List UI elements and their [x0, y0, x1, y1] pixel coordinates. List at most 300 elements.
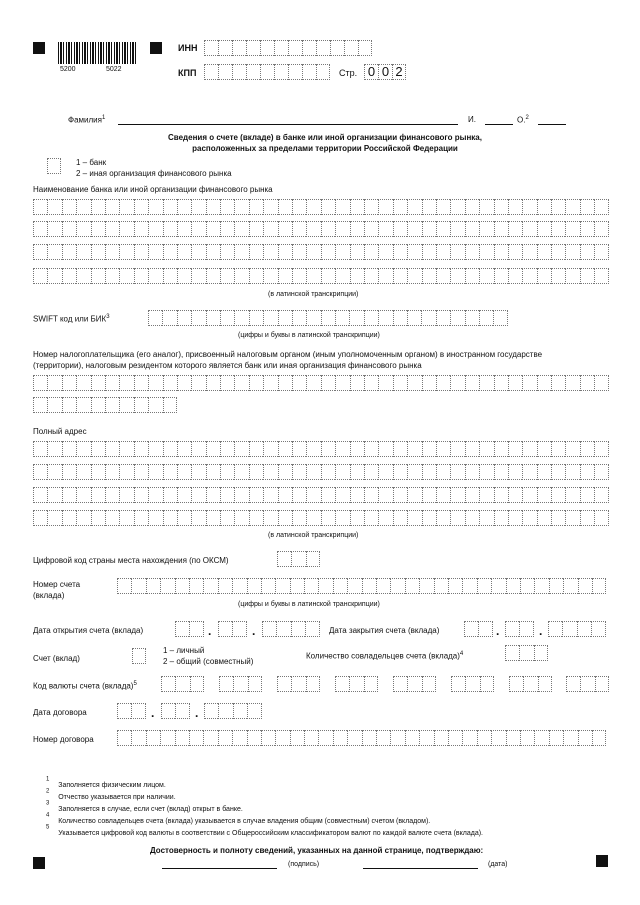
input-cell[interactable]: [522, 199, 536, 215]
input-cell[interactable]: [548, 621, 562, 637]
input-cell[interactable]: [378, 221, 392, 237]
input-cell[interactable]: [276, 621, 290, 637]
input-cell[interactable]: [580, 487, 594, 503]
surname-field[interactable]: [118, 124, 458, 125]
input-cell[interactable]: [148, 310, 162, 326]
input-cell[interactable]: [62, 464, 76, 480]
input-cell[interactable]: [335, 199, 349, 215]
input-cell[interactable]: [465, 441, 479, 457]
input-cell[interactable]: [405, 578, 419, 594]
input-cell[interactable]: [105, 375, 119, 391]
input-cell[interactable]: [520, 578, 534, 594]
input-cell[interactable]: [148, 510, 162, 526]
input-cell[interactable]: [465, 199, 479, 215]
input-cell[interactable]: [234, 510, 248, 526]
input-cell[interactable]: [321, 244, 335, 260]
input-cell[interactable]: [393, 441, 407, 457]
currency-code-field-1[interactable]: [161, 676, 204, 692]
input-cell[interactable]: [349, 310, 363, 326]
input-cell[interactable]: [33, 221, 47, 237]
input-cell[interactable]: [234, 487, 248, 503]
input-cell[interactable]: [306, 221, 320, 237]
input-cell[interactable]: [448, 578, 462, 594]
input-cell[interactable]: [203, 730, 217, 746]
input-cell[interactable]: [350, 221, 364, 237]
account-type-field[interactable]: [132, 648, 146, 664]
input-cell[interactable]: [494, 464, 508, 480]
input-cell[interactable]: [148, 244, 162, 260]
input-cell[interactable]: [407, 510, 421, 526]
input-cell[interactable]: [131, 703, 145, 719]
input-cell[interactable]: [160, 730, 174, 746]
input-cell[interactable]: [378, 199, 392, 215]
input-cell[interactable]: [204, 703, 218, 719]
input-cell[interactable]: [62, 397, 76, 413]
input-cell[interactable]: [393, 464, 407, 480]
input-cell[interactable]: [234, 375, 248, 391]
input-cell[interactable]: [520, 730, 534, 746]
input-cell[interactable]: [47, 199, 61, 215]
input-cell[interactable]: [450, 244, 464, 260]
input-cell[interactable]: [421, 310, 435, 326]
input-cell[interactable]: [306, 375, 320, 391]
input-cell[interactable]: [47, 441, 61, 457]
input-cell[interactable]: [450, 221, 464, 237]
input-cell[interactable]: [479, 221, 493, 237]
input-cell[interactable]: [105, 487, 119, 503]
input-cell[interactable]: [134, 244, 148, 260]
input-cell[interactable]: [234, 464, 248, 480]
input-cell[interactable]: [263, 464, 277, 480]
input-cell[interactable]: [33, 199, 47, 215]
input-cell[interactable]: [436, 244, 450, 260]
input-cell[interactable]: [534, 578, 548, 594]
bank-name-field-row2[interactable]: [33, 221, 609, 237]
input-cell[interactable]: [262, 621, 276, 637]
input-cell[interactable]: [393, 510, 407, 526]
input-cell[interactable]: [206, 268, 220, 284]
input-cell[interactable]: [479, 375, 493, 391]
input-cell[interactable]: [335, 464, 349, 480]
input-cell[interactable]: [335, 676, 349, 692]
input-cell[interactable]: [62, 244, 76, 260]
input-cell[interactable]: [131, 730, 145, 746]
initial-i-field[interactable]: [485, 124, 513, 125]
input-cell[interactable]: [261, 730, 275, 746]
input-cell[interactable]: [218, 621, 232, 637]
input-cell[interactable]: [534, 730, 548, 746]
input-cell[interactable]: [465, 510, 479, 526]
input-cell[interactable]: [306, 676, 320, 692]
input-cell[interactable]: [247, 703, 261, 719]
input-cell[interactable]: [33, 487, 47, 503]
date-field[interactable]: [363, 868, 478, 869]
input-cell[interactable]: [33, 397, 47, 413]
currency-code-field-4[interactable]: [335, 676, 378, 692]
input-cell[interactable]: [306, 441, 320, 457]
input-cell[interactable]: [119, 510, 133, 526]
input-cell[interactable]: [378, 464, 392, 480]
input-cell[interactable]: [358, 40, 372, 56]
input-cell[interactable]: [76, 221, 90, 237]
input-cell[interactable]: [350, 441, 364, 457]
input-cell[interactable]: [321, 221, 335, 237]
org-type-field[interactable]: [47, 158, 61, 174]
input-cell[interactable]: [347, 730, 361, 746]
input-cell[interactable]: [204, 64, 218, 80]
input-cell[interactable]: [362, 578, 376, 594]
input-cell[interactable]: [522, 375, 536, 391]
address-field-row3[interactable]: [33, 487, 609, 503]
input-cell[interactable]: [175, 703, 189, 719]
input-cell[interactable]: [177, 244, 191, 260]
input-cell[interactable]: [551, 464, 565, 480]
initial-o-field[interactable]: [538, 124, 566, 125]
input-cell[interactable]: [591, 621, 605, 637]
input-cell[interactable]: [163, 441, 177, 457]
input-cell[interactable]: [578, 730, 592, 746]
input-cell[interactable]: [318, 578, 332, 594]
input-cell[interactable]: [393, 310, 407, 326]
co-owners-field[interactable]: [505, 645, 548, 661]
input-cell[interactable]: [117, 578, 131, 594]
input-cell[interactable]: [91, 464, 105, 480]
input-cell[interactable]: [175, 621, 189, 637]
input-cell[interactable]: [234, 221, 248, 237]
input-cell[interactable]: [378, 441, 392, 457]
input-cell[interactable]: [537, 268, 551, 284]
input-cell[interactable]: [134, 375, 148, 391]
input-cell[interactable]: [163, 487, 177, 503]
input-cell[interactable]: [436, 510, 450, 526]
input-cell[interactable]: [422, 375, 436, 391]
input-cell[interactable]: [508, 268, 522, 284]
input-cell[interactable]: [233, 676, 247, 692]
input-cell[interactable]: [191, 487, 205, 503]
input-cell[interactable]: [220, 375, 234, 391]
input-cell[interactable]: [508, 510, 522, 526]
input-cell[interactable]: [33, 268, 47, 284]
input-cell[interactable]: [119, 397, 133, 413]
input-cell[interactable]: [390, 730, 404, 746]
input-cell[interactable]: [292, 244, 306, 260]
input-cell[interactable]: [422, 510, 436, 526]
input-cell[interactable]: [479, 199, 493, 215]
contract-date-year[interactable]: [204, 703, 262, 719]
input-cell[interactable]: [537, 464, 551, 480]
input-cell[interactable]: [436, 487, 450, 503]
input-cell[interactable]: [191, 441, 205, 457]
input-cell[interactable]: [563, 578, 577, 594]
input-cell[interactable]: [191, 464, 205, 480]
input-cell[interactable]: [580, 676, 594, 692]
input-cell[interactable]: [232, 40, 246, 56]
input-cell[interactable]: [565, 375, 579, 391]
input-cell[interactable]: [378, 244, 392, 260]
input-cell[interactable]: [478, 621, 492, 637]
input-cell[interactable]: [508, 199, 522, 215]
input-cell[interactable]: [220, 244, 234, 260]
input-cell[interactable]: [378, 310, 392, 326]
input-cell[interactable]: [316, 64, 330, 80]
input-cell[interactable]: [302, 64, 316, 80]
input-cell[interactable]: [494, 199, 508, 215]
input-cell[interactable]: [321, 310, 335, 326]
input-cell[interactable]: [91, 487, 105, 503]
input-cell[interactable]: [436, 464, 450, 480]
input-cell[interactable]: [291, 551, 305, 567]
input-cell[interactable]: [218, 40, 232, 56]
taxpayer-number-field-row2[interactable]: [33, 397, 177, 413]
input-cell[interactable]: [220, 464, 234, 480]
address-field-row2[interactable]: [33, 464, 609, 480]
input-cell[interactable]: [249, 268, 263, 284]
input-cell[interactable]: [330, 40, 344, 56]
input-cell[interactable]: [263, 199, 277, 215]
input-cell[interactable]: [479, 487, 493, 503]
input-cell[interactable]: [565, 464, 579, 480]
input-cell[interactable]: [62, 510, 76, 526]
input-cell[interactable]: [292, 268, 306, 284]
input-cell[interactable]: [321, 375, 335, 391]
input-cell[interactable]: [163, 221, 177, 237]
input-cell[interactable]: [407, 441, 421, 457]
address-field-row4[interactable]: [33, 510, 609, 526]
input-cell[interactable]: [407, 199, 421, 215]
input-cell[interactable]: [592, 578, 606, 594]
input-cell[interactable]: [91, 375, 105, 391]
input-cell[interactable]: [62, 487, 76, 503]
input-cell[interactable]: [450, 510, 464, 526]
input-cell[interactable]: [393, 268, 407, 284]
input-cell[interactable]: [393, 244, 407, 260]
input-cell[interactable]: [506, 730, 520, 746]
input-cell[interactable]: [508, 221, 522, 237]
input-cell[interactable]: [479, 464, 493, 480]
input-cell[interactable]: [62, 375, 76, 391]
input-cell[interactable]: [191, 375, 205, 391]
country-code-field[interactable]: [277, 551, 320, 567]
input-cell[interactable]: [534, 645, 548, 661]
taxpayer-number-field-row1[interactable]: [33, 375, 609, 391]
input-cell[interactable]: [91, 441, 105, 457]
input-cell[interactable]: [218, 730, 232, 746]
input-cell[interactable]: [218, 578, 232, 594]
input-cell[interactable]: [479, 310, 493, 326]
input-cell[interactable]: [333, 578, 347, 594]
input-cell[interactable]: [274, 40, 288, 56]
input-cell[interactable]: [565, 221, 579, 237]
input-cell[interactable]: [278, 487, 292, 503]
input-cell[interactable]: [578, 578, 592, 594]
input-cell[interactable]: [249, 221, 263, 237]
input-cell[interactable]: [177, 464, 191, 480]
input-cell[interactable]: [148, 441, 162, 457]
input-cell[interactable]: [477, 578, 491, 594]
input-cell[interactable]: [335, 310, 349, 326]
input-cell[interactable]: [302, 40, 316, 56]
input-cell[interactable]: [594, 441, 608, 457]
input-cell[interactable]: [134, 268, 148, 284]
input-cell[interactable]: [422, 441, 436, 457]
input-cell[interactable]: [263, 441, 277, 457]
input-cell[interactable]: [246, 64, 260, 80]
input-cell[interactable]: [419, 578, 433, 594]
input-cell[interactable]: [364, 510, 378, 526]
input-cell[interactable]: [537, 375, 551, 391]
input-cell[interactable]: [577, 621, 591, 637]
input-cell[interactable]: [551, 510, 565, 526]
input-cell[interactable]: [364, 464, 378, 480]
input-cell[interactable]: [378, 487, 392, 503]
input-cell[interactable]: [594, 244, 608, 260]
currency-code-field-2[interactable]: [219, 676, 262, 692]
input-cell[interactable]: [450, 199, 464, 215]
input-cell[interactable]: [390, 578, 404, 594]
input-cell[interactable]: [232, 621, 246, 637]
input-cell[interactable]: [189, 578, 203, 594]
input-cell[interactable]: [566, 676, 580, 692]
input-cell[interactable]: [246, 40, 260, 56]
input-cell[interactable]: [204, 40, 218, 56]
input-cell[interactable]: [163, 397, 177, 413]
input-cell[interactable]: [275, 730, 289, 746]
input-cell[interactable]: [393, 199, 407, 215]
input-cell[interactable]: [33, 441, 47, 457]
input-cell[interactable]: [436, 199, 450, 215]
input-cell[interactable]: [260, 64, 274, 80]
close-date-month[interactable]: [505, 621, 534, 637]
input-cell[interactable]: [76, 441, 90, 457]
input-cell[interactable]: [161, 676, 175, 692]
input-cell[interactable]: [378, 268, 392, 284]
input-cell[interactable]: [134, 221, 148, 237]
input-cell[interactable]: [462, 578, 476, 594]
input-cell[interactable]: [175, 578, 189, 594]
input-cell[interactable]: [321, 268, 335, 284]
input-cell[interactable]: [419, 730, 433, 746]
input-cell[interactable]: [47, 375, 61, 391]
currency-code-field-6[interactable]: [451, 676, 494, 692]
input-cell[interactable]: [306, 199, 320, 215]
input-cell[interactable]: [263, 487, 277, 503]
input-cell[interactable]: [47, 158, 61, 174]
input-cell[interactable]: [131, 578, 145, 594]
input-cell[interactable]: [422, 268, 436, 284]
input-cell[interactable]: [206, 244, 220, 260]
input-cell[interactable]: [522, 244, 536, 260]
input-cell[interactable]: [407, 375, 421, 391]
input-cell[interactable]: [278, 375, 292, 391]
input-cell[interactable]: [335, 244, 349, 260]
input-cell[interactable]: [47, 268, 61, 284]
input-cell[interactable]: [565, 199, 579, 215]
input-cell[interactable]: [422, 487, 436, 503]
input-cell[interactable]: [335, 221, 349, 237]
input-cell[interactable]: [263, 375, 277, 391]
input-cell[interactable]: [161, 703, 175, 719]
input-cell[interactable]: [565, 268, 579, 284]
input-cell[interactable]: [350, 375, 364, 391]
swift-field[interactable]: [148, 310, 508, 326]
input-cell[interactable]: [436, 310, 450, 326]
input-cell[interactable]: [206, 510, 220, 526]
input-cell[interactable]: [189, 730, 203, 746]
input-cell[interactable]: [464, 621, 478, 637]
input-cell[interactable]: [594, 510, 608, 526]
input-cell[interactable]: [76, 510, 90, 526]
input-cell[interactable]: [494, 441, 508, 457]
input-cell[interactable]: [335, 268, 349, 284]
input-cell[interactable]: [592, 730, 606, 746]
input-cell[interactable]: [203, 578, 217, 594]
input-cell[interactable]: [219, 676, 233, 692]
input-cell[interactable]: [350, 244, 364, 260]
input-cell[interactable]: [33, 464, 47, 480]
input-cell[interactable]: [91, 510, 105, 526]
input-cell[interactable]: [132, 648, 146, 664]
input-cell[interactable]: [105, 221, 119, 237]
input-cell[interactable]: [450, 441, 464, 457]
input-cell[interactable]: [321, 441, 335, 457]
input-cell[interactable]: [393, 676, 407, 692]
input-cell[interactable]: [278, 221, 292, 237]
open-date-year[interactable]: [262, 621, 320, 637]
input-cell[interactable]: [378, 510, 392, 526]
input-cell[interactable]: [350, 199, 364, 215]
input-cell[interactable]: [163, 464, 177, 480]
input-cell[interactable]: [249, 375, 263, 391]
input-cell[interactable]: [422, 221, 436, 237]
input-cell[interactable]: [407, 221, 421, 237]
input-cell[interactable]: [163, 375, 177, 391]
input-cell[interactable]: [465, 375, 479, 391]
input-cell[interactable]: [278, 268, 292, 284]
input-cell[interactable]: [220, 487, 234, 503]
input-cell[interactable]: [465, 487, 479, 503]
input-cell[interactable]: [407, 464, 421, 480]
input-cell[interactable]: [191, 221, 205, 237]
input-cell[interactable]: [465, 268, 479, 284]
input-cell[interactable]: [278, 441, 292, 457]
input-cell[interactable]: [134, 510, 148, 526]
input-cell[interactable]: [220, 268, 234, 284]
input-cell[interactable]: [177, 487, 191, 503]
input-cell[interactable]: [335, 441, 349, 457]
input-cell[interactable]: [220, 310, 234, 326]
input-cell[interactable]: [306, 268, 320, 284]
input-cell[interactable]: [191, 244, 205, 260]
input-cell[interactable]: [580, 510, 594, 526]
input-cell[interactable]: [206, 310, 220, 326]
input-cell[interactable]: [321, 199, 335, 215]
input-cell[interactable]: [117, 703, 131, 719]
input-cell[interactable]: [506, 578, 520, 594]
input-cell[interactable]: [537, 199, 551, 215]
input-cell[interactable]: [146, 730, 160, 746]
input-cell[interactable]: [206, 221, 220, 237]
input-cell[interactable]: [119, 268, 133, 284]
input-cell[interactable]: [76, 268, 90, 284]
input-cell[interactable]: [537, 510, 551, 526]
input-cell[interactable]: [551, 199, 565, 215]
input-cell[interactable]: [522, 464, 536, 480]
input-cell[interactable]: [191, 310, 205, 326]
input-cell[interactable]: [232, 64, 246, 80]
input-cell[interactable]: [292, 464, 306, 480]
input-cell[interactable]: [451, 676, 465, 692]
address-field-row1[interactable]: [33, 441, 609, 457]
